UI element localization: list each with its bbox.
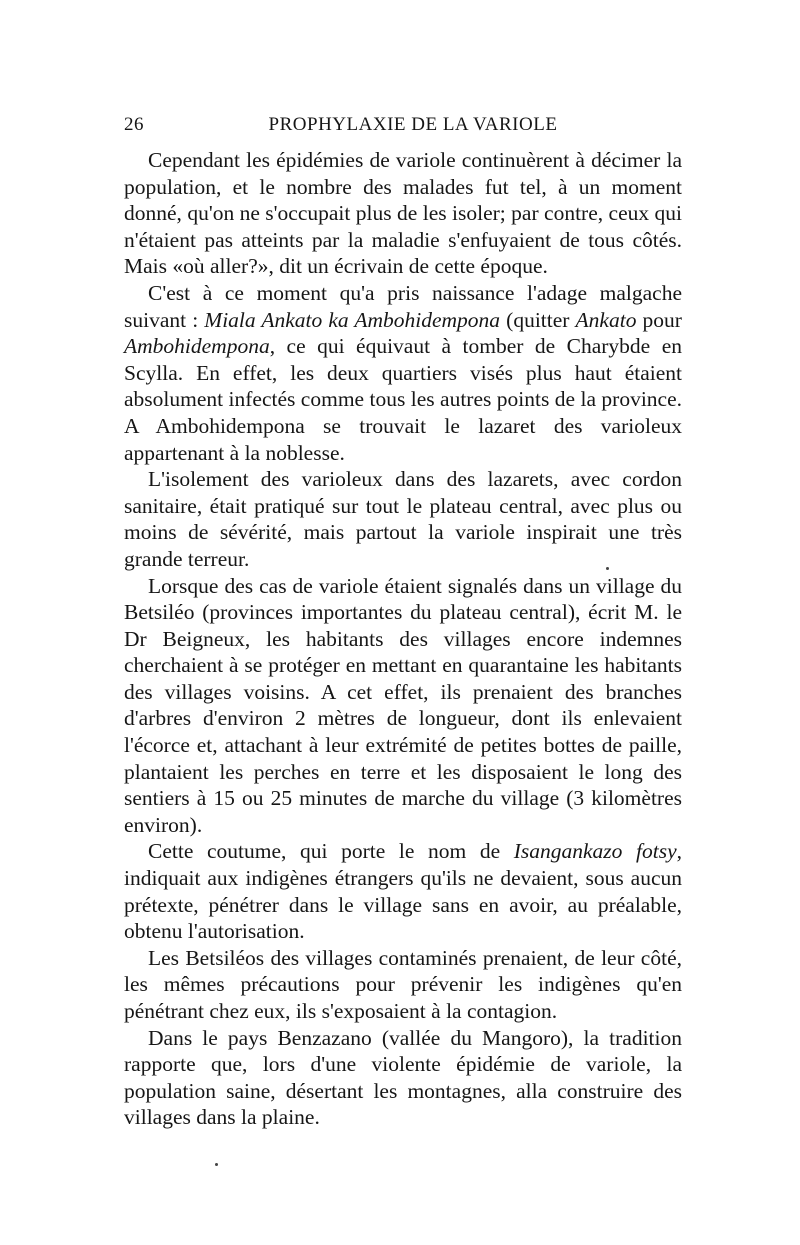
print-speck <box>215 1163 218 1166</box>
paragraph <box>124 466 682 572</box>
print-speck <box>606 567 609 570</box>
text-run: Dans le pays Benzazano (vallée du Mangoro), la tradition rapporte que, lors d'une violente épidémie de variole, la population saine, désertant les montagnes, alla construire des villages dans la plaine. <box>124 1025 682 1130</box>
text-run: Les Betsiléos des villages contaminés prenaient, de leur côté, les mêmes précautions pour prévenir les indigènes qu'en pénétrant chez eux, ils s'exposaient à la contagion. <box>124 945 682 1023</box>
malagasy-adage: Miala Ankato ka Ambohidempona <box>204 307 501 332</box>
page-number: 26 <box>124 114 144 135</box>
custom-name: Isangankazo fotsy <box>513 839 677 864</box>
body-text <box>124 147 682 1131</box>
text-run: (quitter <box>500 307 576 332</box>
text-run: Cette coutume, qui porte le nom de <box>148 839 514 864</box>
text-run: pour <box>636 307 682 332</box>
text-run: , indiquait aux indigènes étrangers qu'ils ne devaient, sous aucun prétexte, pénétrer dans le village sans en avoir, au préalable, obtenu l'autorisation. <box>124 839 682 944</box>
text-run: Lorsque des cas de variole étaient signalés dans un village du Betsiléo (provinces importantes du plateau central), écrit M. le Dr Beigneux, les habitants des villages encore indemnes cherchaient à se protéger en mettant en quarantaine les habitants des villages voisins. A cet effet, ils prenaient des branches d'arbres d'environ 2 mètres de longueur, dont ils enlevaient l'écorce et, attachant à leur extrémité de petites bottes de paille, plantaient les perches en terre et les disposaient le long des sentiers à 15 ou 25 minutes de marche du village (3 kilomètres environ). <box>124 573 682 837</box>
text-run: L'isolement des varioleux dans des lazarets, avec cordon sanitaire, était pratiqué sur tout le plateau central, avec plus ou moins de sévérité, mais partout la variole inspirait une très grande terreur. <box>124 467 682 571</box>
paragraph <box>124 573 682 839</box>
text-run: , ce qui équivaut à tomber de Charybde en Scylla. En effet, les deux quartiers visés plus haut étaient absolument infectés comme tous les autres points de la province. A Ambohidempona se trouvait le lazaret des varioleux appartenant à la noblesse. <box>124 334 682 465</box>
page-title: PROPHYLAXIE DE LA VARIOLE <box>268 114 558 135</box>
place-name: Ambohidempona <box>124 334 270 359</box>
place-name: Ankato <box>575 307 637 332</box>
paragraph <box>124 147 682 280</box>
text-run: C'est à ce moment qu'a pris naissance l'adage malgache suivant : <box>124 280 682 332</box>
paragraph <box>124 1025 682 1131</box>
paragraph <box>124 945 682 1025</box>
text-run: Cependant les épidémies de variole continuèrent à décimer la population, et le nombre des malades fut tel, à un moment donné, qu'on ne s'occupait plus de les isoler; par contre, ceux qui n'étaient pas atteints par la maladie s'enfuyaient de tous côtés. Mais «où aller?», dit un écrivain de cette époque. <box>124 148 682 279</box>
paragraph <box>124 838 682 944</box>
running-head <box>124 114 682 144</box>
paragraph <box>124 280 682 466</box>
